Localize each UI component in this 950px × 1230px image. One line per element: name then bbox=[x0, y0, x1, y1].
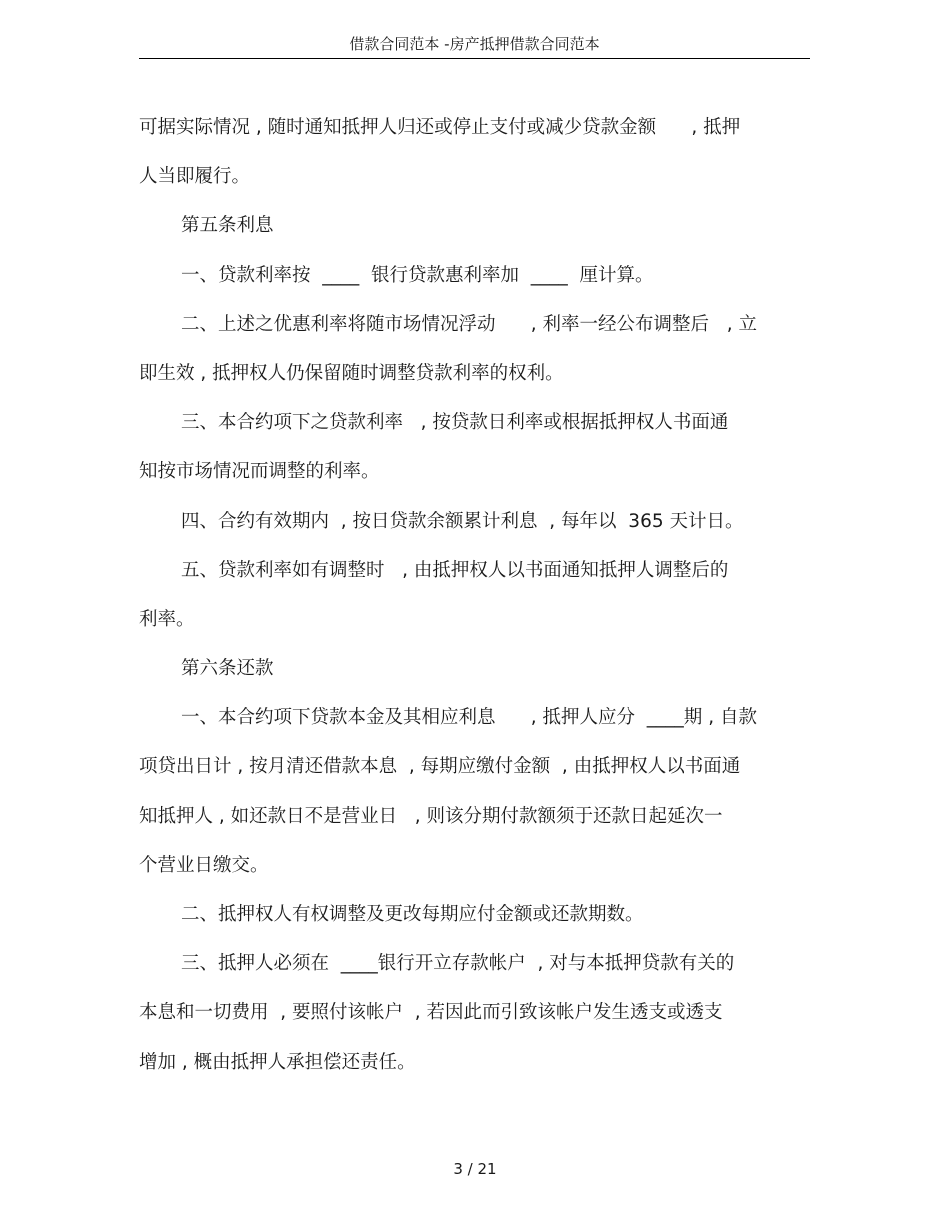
body-line: 可据实际情况 , 随时通知抵押人归还或停止支付或减少贷款金额 , 抵押 bbox=[139, 117, 741, 138]
body-line: 二、上述之优惠利率将随市场情况浮动 , 利率一经公布调整后 , 立 bbox=[181, 313, 757, 335]
body-line: 二、抵押权人有权调整及更改每期应付金额或还款期数。 bbox=[181, 904, 644, 925]
body-line: 个营业日缴交。 bbox=[139, 854, 269, 876]
body-line: 三、抵押人必须在 ____银行开立存款帐户 , 对与本抵押贷款有关的 bbox=[181, 953, 735, 975]
body-line: 项贷出日计 , 按月清还借款本息 , 每期应缴付金额 , 由抵押权人以书面通 bbox=[139, 756, 741, 778]
body-line: 一、本合约项下贷款本金及其相应利息 , 抵押人应分 ____期 , 自款 bbox=[181, 707, 757, 729]
body-line: 三、本合约项下之贷款利率 , 按贷款日利率或根据抵押权人书面通 bbox=[181, 412, 729, 434]
body-line: 知按市场情况而调整的利率。 bbox=[139, 461, 380, 483]
section-heading: 第六条还款 bbox=[181, 658, 274, 680]
section-heading: 第五条利息 bbox=[181, 215, 274, 237]
body-line: 知抵押人 , 如还款日不是营业日 , 则该分期付款额须于还款日起延次一 bbox=[139, 805, 723, 827]
body-line: 四、合约有效期内 , 按日贷款余额累计利息 , 每年以 365 天计日。 bbox=[181, 510, 744, 532]
body-line: 人当即履行。 bbox=[139, 166, 251, 188]
body-line: 即生效 , 抵押权人仍保留随时调整贷款利率的权利。 bbox=[139, 362, 564, 384]
body-line: 一、贷款利率按 ____ 银行贷款惠利率加 ____ 厘计算。 bbox=[181, 264, 654, 286]
body-line: 五、贷款利率如有调整时 , 由抵押权人以书面通知抵押人调整后的 bbox=[181, 559, 729, 581]
body-line: 利率。 bbox=[139, 608, 195, 630]
document-title: 借款合同范本 -房产抵押借款合同范本 bbox=[349, 35, 600, 53]
body-line: 本息和一切费用 , 要照付该帐户 , 若因此而引致该帐户发生透支或透支 bbox=[139, 1002, 723, 1024]
document-body bbox=[139, 108, 819, 1092]
page-number: 3 / 21 bbox=[453, 1160, 497, 1178]
page-footer bbox=[0, 1157, 950, 1181]
page-header bbox=[139, 30, 810, 59]
body-line: 增加 , 概由抵押人承担偿还责任。 bbox=[139, 1051, 416, 1073]
